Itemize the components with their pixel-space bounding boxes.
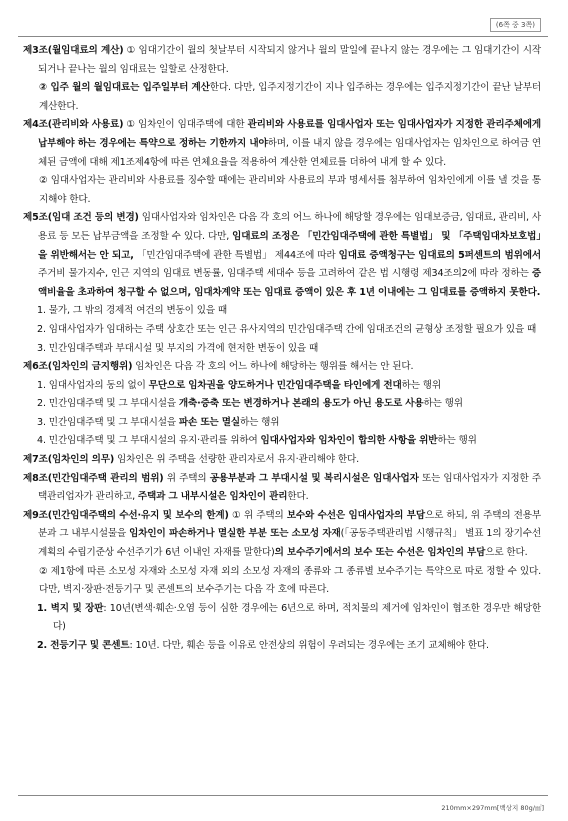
top-rule	[18, 36, 548, 37]
article-3-title: 제3조(월임대료의 계산)	[23, 45, 124, 56]
article-6-item-1: 1. 임대사업자의 동의 없이 무단으로 임차권을 양도하거나 민간임대주택을 타인에게 전대하는 행위	[37, 379, 442, 391]
article-6-item-2: 2. 민간임대주택 및 그 부대시설을 개축·증축 또는 변경하거나 본래의 용도가 아닌 용도로 사용하는 행위	[37, 398, 463, 410]
article-5-para-1: 제5조(임대 조건 등의 변경) 임대사업자와 임차인은 다음 각 호의 어느 하나에 해당할 경우에는 임대보증금, 임대료, 관리비, 사용료 등 모든 납부금액을 조정할 수 있다. 다만, 임대료의 조정은 「민간임대주택에 관한 특별법」 및 「주택임대차보호법」을 위반해서는 안 되고, 「민간임대주택에 관한 특별법」 제44조에 따라 임대료 증액청구는 임대료의 5퍼센트의 범위에서 주거비 물가지수, 인근 지역의 임대료 변동률, 임대주택 세대수 등을 고려하여 같은 법 시행령 제34조의2에 따라 정하는 증액비율을 초과하여 청구할 수 없으며, 임대차계약 또는 임대료 증액이 있은 후 1년 이내에는 그 임대료를 증액하지 못한다.	[23, 212, 542, 298]
article-5-item-2: 2. 임대사업자가 임대하는 주택 상호간 또는 인근 유사지역의 민간임대주택 간에 임대조건의 균형상 조정할 필요가 있을 때	[37, 323, 537, 335]
article-4-para-1: 제4조(관리비와 사용료) ① 임차인이 임대주택에 대한 관리비와 사용료를 임대사업자 또는 임대사업자가 지정한 관리주체에게 납부해야 하는 경우에는 특약으로 정하는 기한까지 내야하며, 이를 내지 않을 경우에는 임대사업자는 임차인으로 하여금 연체된 금액에 대해 제1조제4항에 따른 연체요율을 적용하여 계산한 연체료를 더하여 내게 할 수 있다.	[23, 119, 541, 168]
article-8-title: 제8조(민간임대주택 관리의 범위)	[23, 472, 164, 484]
document-body	[23, 42, 541, 656]
article-7-title: 제7조(임차인의 의무)	[23, 454, 115, 466]
article-4-title: 제4조(관리비와 사용료)	[23, 119, 124, 131]
article-9-item-1: 1. 벽지 및 장판: 10년(변색·훼손·오염 등이 심한 경우에는 6년으로 하며, 적치물의 제거에 임차인이 협조한 경우만 해당한다)	[37, 602, 542, 633]
article-6-item-4: 4. 민간임대주택 및 그 부대시설의 유지·관리를 위하여 임대사업자와 임차인이 합의한 사항을 위반하는 행위	[37, 435, 477, 447]
article-9-para-1: 제9조(민간임대주택의 수선·유지 및 보수의 한계) ① 위 주택의 보수와 수선은 임대사업자의 부담으로 하되, 위 주택의 전용부분과 그 내부시설물을 임차인이 파손하거나 멸실한 부분 또는 소모성 자재(「공동주택관리법 시행규칙」 별표 1의 장기수선계획의 수립기준상 수선주기가 6년 이내인 자재를 말한다)의 보수주기에서의 보수 또는 수선은 임차인의 부담으로 한다.	[23, 509, 542, 559]
bottom-rule	[18, 795, 548, 796]
article-3-para-1: 제3조(월임대료의 계산) ① 임대기간이 월의 첫날부터 시작되지 않거나 월의 말일에 끝나지 않는 경우에는 그 임대기간이 시작되거나 끝나는 월의 임대료는 일할로 산정한다.	[23, 45, 541, 75]
article-9-item-2: 2. 전등기구 및 콘센트: 10년. 다만, 훼손 등을 이유로 안전상의 위험이 우려되는 경우에는 조기 교체해야 한다.	[37, 640, 489, 651]
article-5-title: 제5조(임대 조건 등의 변경)	[23, 212, 139, 224]
article-7: 제7조(임차인의 의무) 임차인은 위 주택을 선량한 관리자로서 유지·관리해야 한다.	[23, 454, 360, 466]
article-6-title: 제6조(임차인의 금지행위)	[23, 361, 133, 373]
article-5-item-3: 3. 민간임대주택과 부대시설 및 부지의 가격에 현저한 변동이 있을 때	[37, 342, 319, 354]
article-8: 제8조(민간임대주택 관리의 범위) 위 주택의 공용부분과 그 부대시설 및 복리시설은 임대사업자 또는 임대사업자가 지정한 주택관리업자가 관리하고, 주택과 그 내부시설은 임차인이 관리한다.	[23, 472, 542, 503]
article-9-para-2: ② 제1항에 따른 소모성 자재와 소모성 자재 외의 소모성 자재의 종류와 그 종류별 보수주기는 특약으로 따로 정할 수 있다. 다만, 벽지·장판·전등기구 및 콘센트의 보수주기는 다음 각 호에 따른다.	[39, 565, 541, 596]
article-9-title: 제9조(민간임대주택의 수선·유지 및 보수의 한계)	[23, 509, 229, 521]
article-6-item-3: 3. 민간임대주택 및 그 부대시설을 파손 또는 멸실하는 행위	[37, 416, 280, 428]
paper-spec: 210mm×297mm[백상지 80g/㎡]	[441, 804, 544, 812]
article-5-item-1: 1. 물가, 그 밖의 경제적 여건의 변동이 있을 때	[37, 305, 227, 317]
article-4-para-2: ② 임대사업자는 관리비와 사용료를 징수할 때에는 관리비와 사용료의 부과 명세서를 첨부하여 임차인에게 이를 낼 것을 통지해야 한다.	[39, 175, 541, 205]
article-6-intro: 제6조(임차인의 금지행위) 임차인은 다음 각 호의 어느 하나에 해당하는 행위를 해서는 안 된다.	[23, 361, 414, 373]
article-3-para-2: ② 입주 월의 월임대료는 입주일부터 계산한다. 다만, 입주지정기간이 지나 입주하는 경우에는 입주지정기간이 끝난 날부터 계산한다.	[39, 82, 541, 112]
page-indicator: (6쪽 중 3쪽)	[490, 18, 541, 32]
